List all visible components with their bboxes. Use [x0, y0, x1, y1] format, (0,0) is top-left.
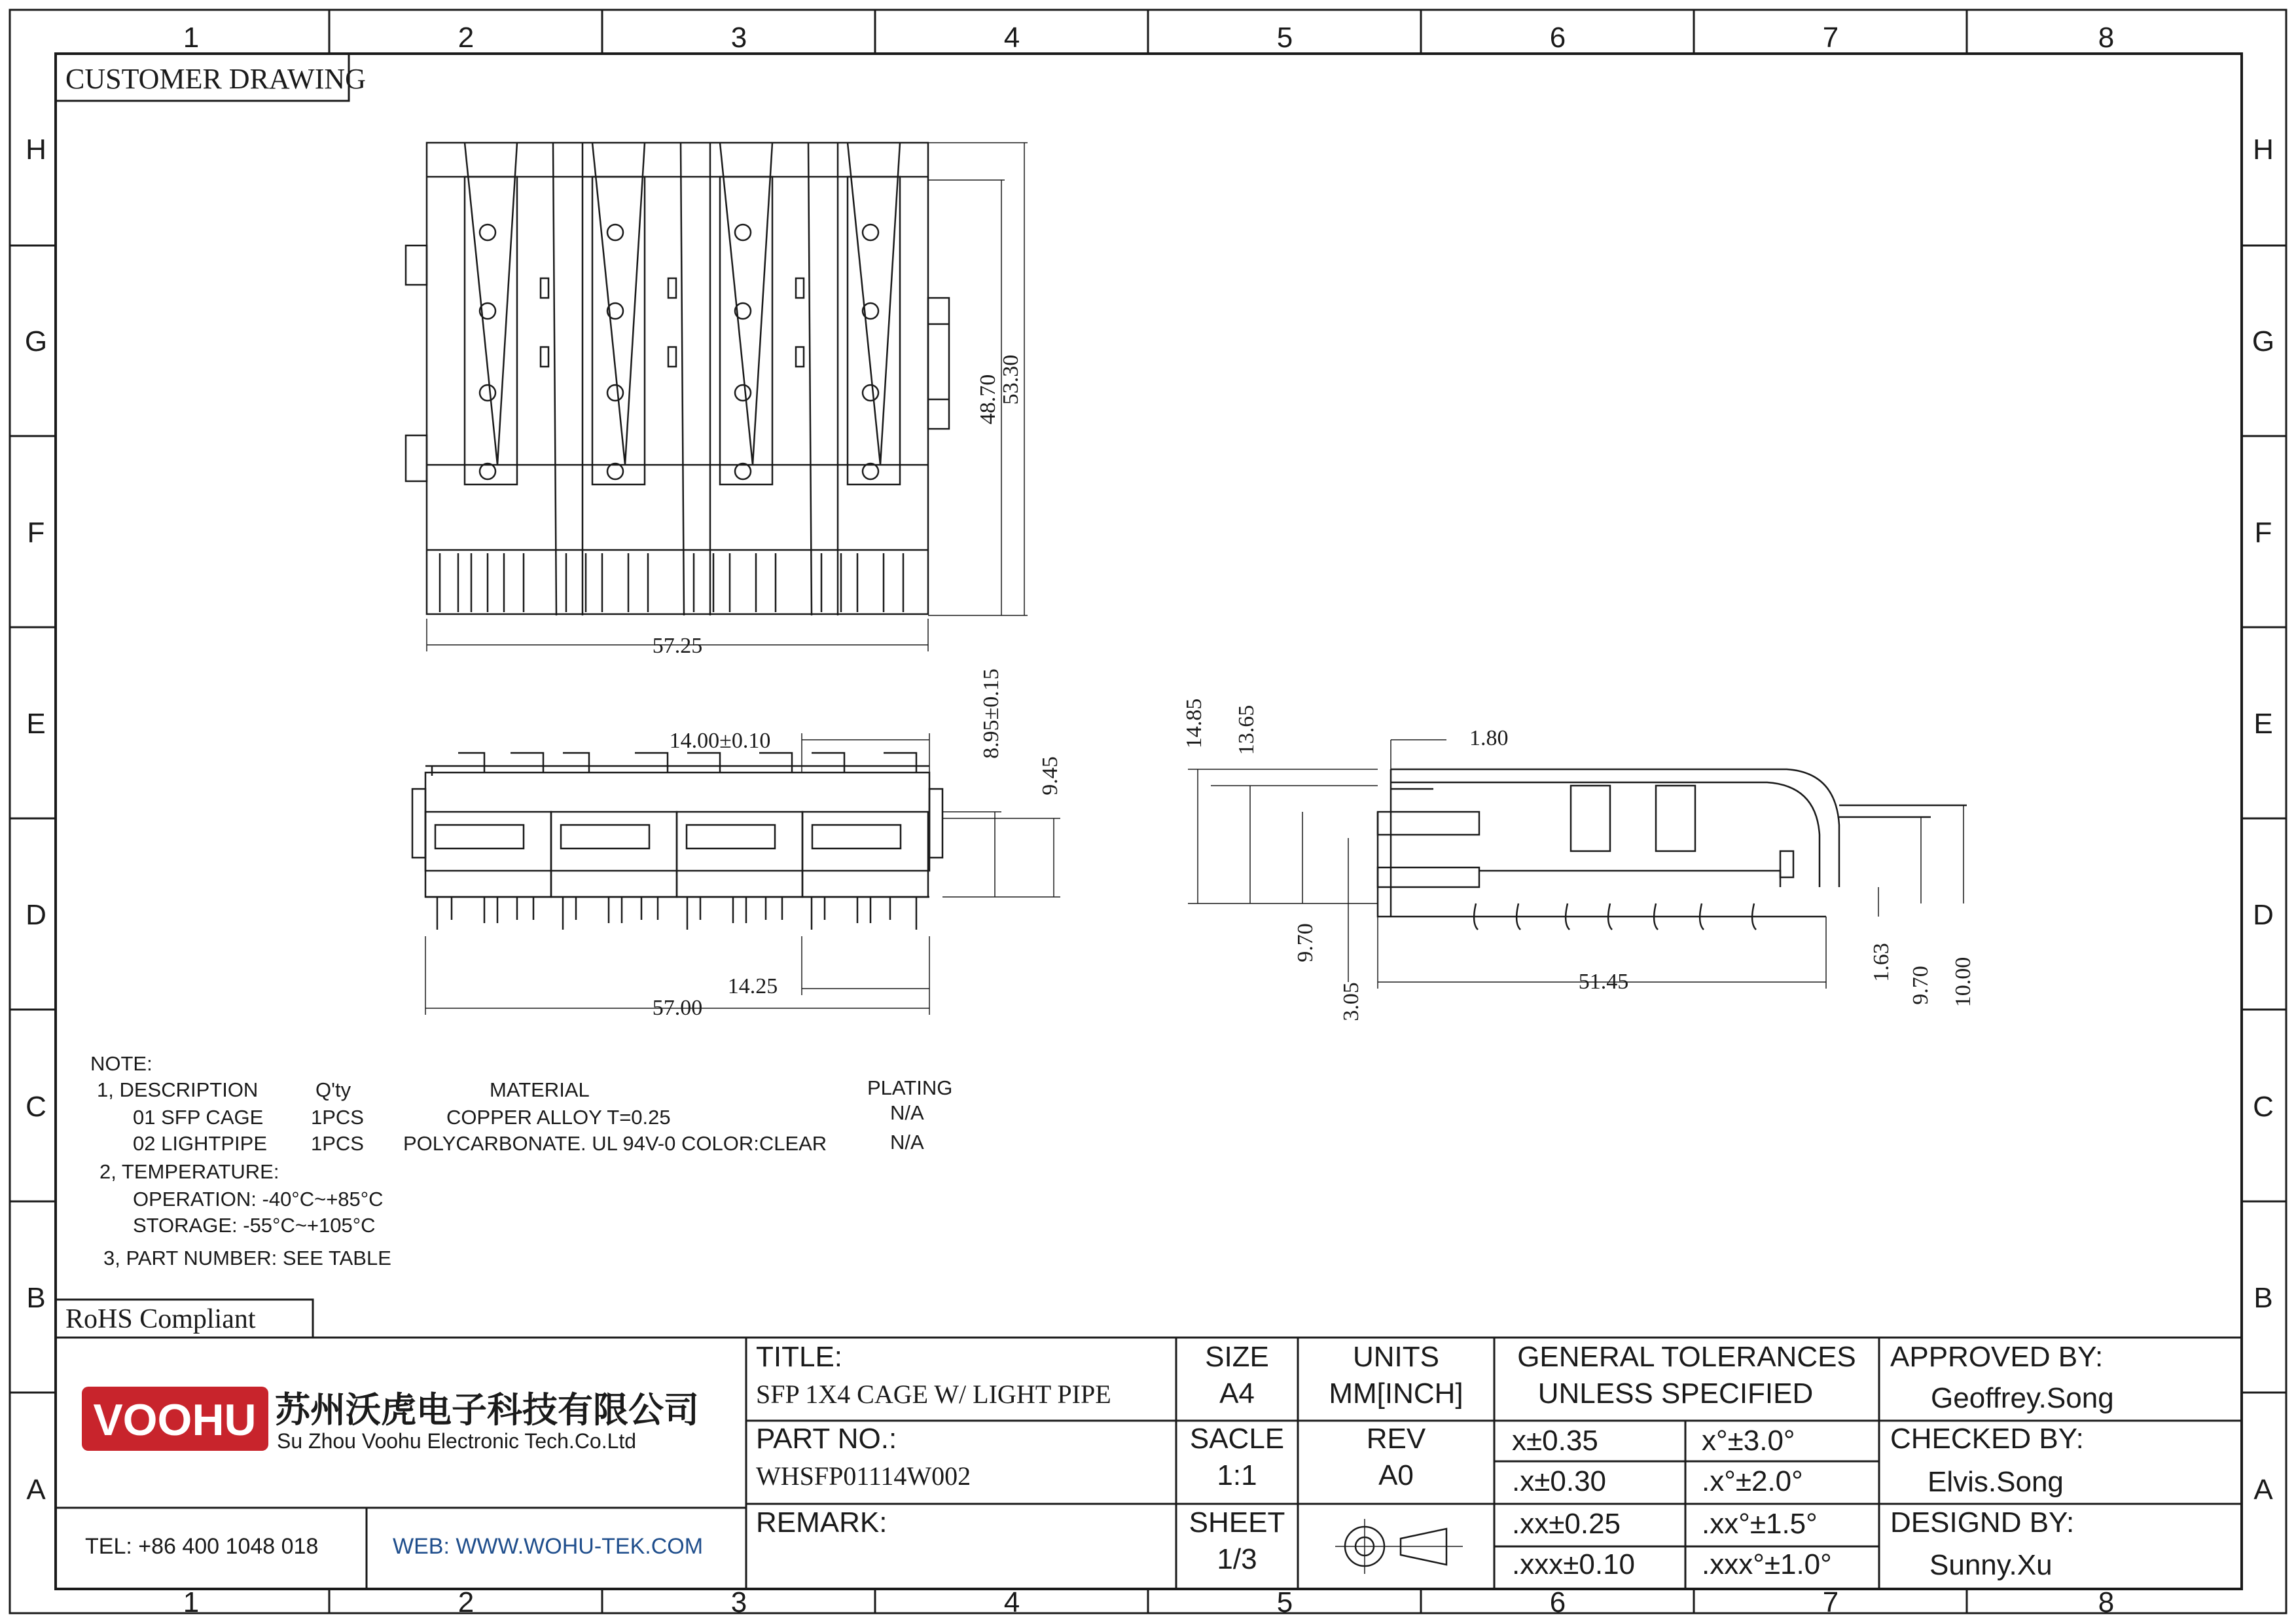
row-label-left: C: [26, 1091, 46, 1123]
col-label-bottom: 3: [730, 1586, 747, 1618]
sheet-info-cells: [1189, 1341, 1463, 1575]
dim-front-pitch-bottom: 14.25: [727, 974, 778, 998]
dim-side-right-3: 10.00: [1951, 957, 1975, 1008]
notes-plating-header: PLATING: [867, 1076, 953, 1099]
rohs-label: RoHS Compliant: [65, 1304, 256, 1334]
row-label-right: E: [2253, 708, 2273, 740]
row-label-left: D: [26, 899, 46, 931]
grid-labels: [25, 22, 2274, 1618]
notes-material: COPPER ALLOY T=0.25: [446, 1106, 671, 1129]
tolerance-value: .x±0.30: [1512, 1465, 1607, 1497]
dim-side-right-1: 1.63: [1869, 943, 1893, 982]
dim-top-height-outer: 53.30: [999, 354, 1023, 405]
dim-side-right-2: 9.70: [1909, 966, 1933, 1005]
col-label-bottom: 7: [1822, 1586, 1839, 1618]
tolerance-value: .xxx°±1.0°: [1702, 1548, 1832, 1580]
col-label-bottom: 6: [1549, 1586, 1566, 1618]
col-label-top: 2: [457, 22, 475, 54]
tolerance-value: .xx°±1.5°: [1702, 1508, 1818, 1540]
title-label: TITLE:: [756, 1341, 843, 1373]
notes-plating: N/A: [890, 1131, 924, 1154]
row-label-right: B: [2253, 1282, 2273, 1314]
company-tel: TEL: +86 400 1048 018: [85, 1534, 319, 1559]
dim-top-width: 57.25: [652, 634, 703, 658]
sheet-value: 1/3: [1217, 1543, 1257, 1575]
top-view: [406, 143, 1028, 651]
row-label-right: F: [2254, 517, 2272, 549]
notes-plating: N/A: [890, 1101, 924, 1124]
col-label-bottom: 8: [2098, 1586, 2115, 1618]
customer-drawing-tag: [56, 54, 366, 101]
scale-value: 1:1: [1217, 1459, 1257, 1491]
tolerance-value: x±0.35: [1512, 1425, 1598, 1457]
scale-label: SACLE: [1189, 1423, 1285, 1455]
notes-qty-header: Q'ty: [315, 1078, 351, 1101]
dim-front-height-2: 9.45: [1038, 756, 1062, 795]
row-label-left: F: [27, 517, 45, 549]
size-label: SIZE: [1205, 1341, 1269, 1373]
col-label-top: 7: [1822, 22, 1839, 54]
tolerance-value: .xx±0.25: [1512, 1508, 1621, 1540]
row-label-right: H: [2253, 134, 2274, 166]
approval-cells: [1890, 1341, 2114, 1581]
col-label-bottom: 4: [1003, 1586, 1020, 1618]
dim-side-offset: 1.80: [1469, 726, 1509, 750]
customer-drawing-label: CUSTOMER DRAWING: [65, 63, 366, 95]
col-label-top: 6: [1549, 22, 1566, 54]
units-label: UNITS: [1353, 1341, 1439, 1373]
remark-label: REMARK:: [756, 1506, 888, 1539]
notes-item1: 1, DESCRIPTION: [97, 1078, 259, 1101]
size-value: A4: [1219, 1377, 1255, 1410]
row-label-left: H: [26, 134, 46, 166]
front-view: [412, 733, 1060, 1015]
rohs-tag: [56, 1300, 313, 1338]
dim-side-left-1: 9.70: [1293, 923, 1318, 962]
col-label-top: 5: [1276, 22, 1293, 54]
company-name-en: Su Zhou Voohu Electronic Tech.Co.Ltd: [277, 1429, 637, 1453]
dim-side-left-2: 3.05: [1339, 982, 1363, 1021]
notes-item2: 2, TEMPERATURE:: [99, 1160, 279, 1183]
checked-label: CHECKED BY:: [1890, 1423, 2084, 1455]
col-label-top: 3: [730, 22, 747, 54]
notes-operation: OPERATION: -40°C~+85°C: [133, 1188, 384, 1211]
row-label-right: A: [2253, 1474, 2273, 1506]
design-label: DESIGND BY:: [1890, 1506, 2075, 1539]
company-logo: [82, 1387, 699, 1453]
company-web[interactable]: WEB: WWW.WOHU-TEK.COM: [393, 1534, 704, 1559]
col-label-bottom: 5: [1276, 1586, 1293, 1618]
col-label-top: 4: [1003, 22, 1020, 54]
rev-value: A0: [1378, 1459, 1414, 1491]
sheet-label: SHEET: [1189, 1506, 1285, 1539]
col-label-bottom: 2: [457, 1586, 475, 1618]
row-label-right: C: [2253, 1091, 2274, 1123]
title-cells: [756, 1341, 1111, 1539]
rev-label: REV: [1366, 1423, 1426, 1455]
notes-storage: STORAGE: -55°C~+105°C: [133, 1214, 376, 1237]
notes-block: [90, 1052, 952, 1269]
col-label-top: 1: [183, 22, 200, 54]
approved-label: APPROVED BY:: [1890, 1341, 2104, 1373]
col-label-top: 8: [2098, 22, 2115, 54]
notes-qty: 1PCS: [311, 1106, 364, 1129]
partno-value: WHSFP01114W002: [756, 1461, 971, 1491]
row-label-left: G: [24, 325, 48, 357]
units-value: MM[INCH]: [1329, 1377, 1463, 1410]
row-label-left: E: [26, 708, 46, 740]
design-value: Sunny.Xu: [1929, 1549, 2053, 1581]
dim-top-height-inner: 48.70: [976, 374, 1000, 425]
tolerance-value: x°±3.0°: [1702, 1425, 1795, 1457]
notes-desc: 01 SFP CAGE: [133, 1106, 264, 1129]
tolerance-value: .x°±2.0°: [1702, 1465, 1803, 1497]
dim-side-h2: 13.65: [1234, 704, 1259, 756]
title-block: [56, 1338, 2242, 1589]
notes-item3: 3, PART NUMBER: SEE TABLE: [103, 1247, 391, 1269]
notes-material-header: MATERIAL: [490, 1078, 590, 1101]
side-view-dimensions: [1182, 699, 1975, 1021]
projection-symbol-icon: [1335, 1519, 1463, 1574]
approved-value: Geoffrey.Song: [1931, 1382, 2114, 1414]
company-name-cn: 苏州沃虎电子科技有限公司: [275, 1389, 699, 1431]
row-label-left: B: [26, 1282, 46, 1314]
logo-text: VOOHU: [93, 1395, 257, 1445]
dim-front-height-1: 8.95±0.15: [979, 668, 1003, 759]
dim-port-pitch: 14.00±0.10: [669, 729, 771, 753]
notes-desc: 02 LIGHTPIPE: [133, 1132, 268, 1155]
row-label-left: A: [26, 1474, 46, 1506]
col-label-bottom: 1: [183, 1586, 200, 1618]
partno-label: PART NO.:: [756, 1423, 897, 1455]
row-label-right: D: [2253, 899, 2274, 931]
dim-side-h1: 14.85: [1182, 698, 1206, 749]
row-label-right: G: [2251, 325, 2275, 357]
dim-front-width: 57.00: [652, 996, 703, 1020]
tolerance-value: .xxx±0.10: [1512, 1548, 1636, 1580]
notes-qty: 1PCS: [311, 1132, 364, 1155]
title-value: SFP 1X4 CAGE W/ LIGHT PIPE: [756, 1379, 1111, 1409]
notes-heading: NOTE:: [90, 1052, 152, 1075]
checked-value: Elvis.Song: [1928, 1466, 2064, 1498]
tolerance-header-2: UNLESS SPECIFIED: [1537, 1377, 1814, 1410]
notes-material: POLYCARBONATE. UL 94V-0 COLOR:CLEAR: [403, 1132, 827, 1155]
front-view-dimensions: [653, 668, 1062, 1020]
tolerance-header-1: GENERAL TOLERANCES: [1517, 1341, 1856, 1373]
dim-side-length: 51.45: [1578, 970, 1629, 994]
